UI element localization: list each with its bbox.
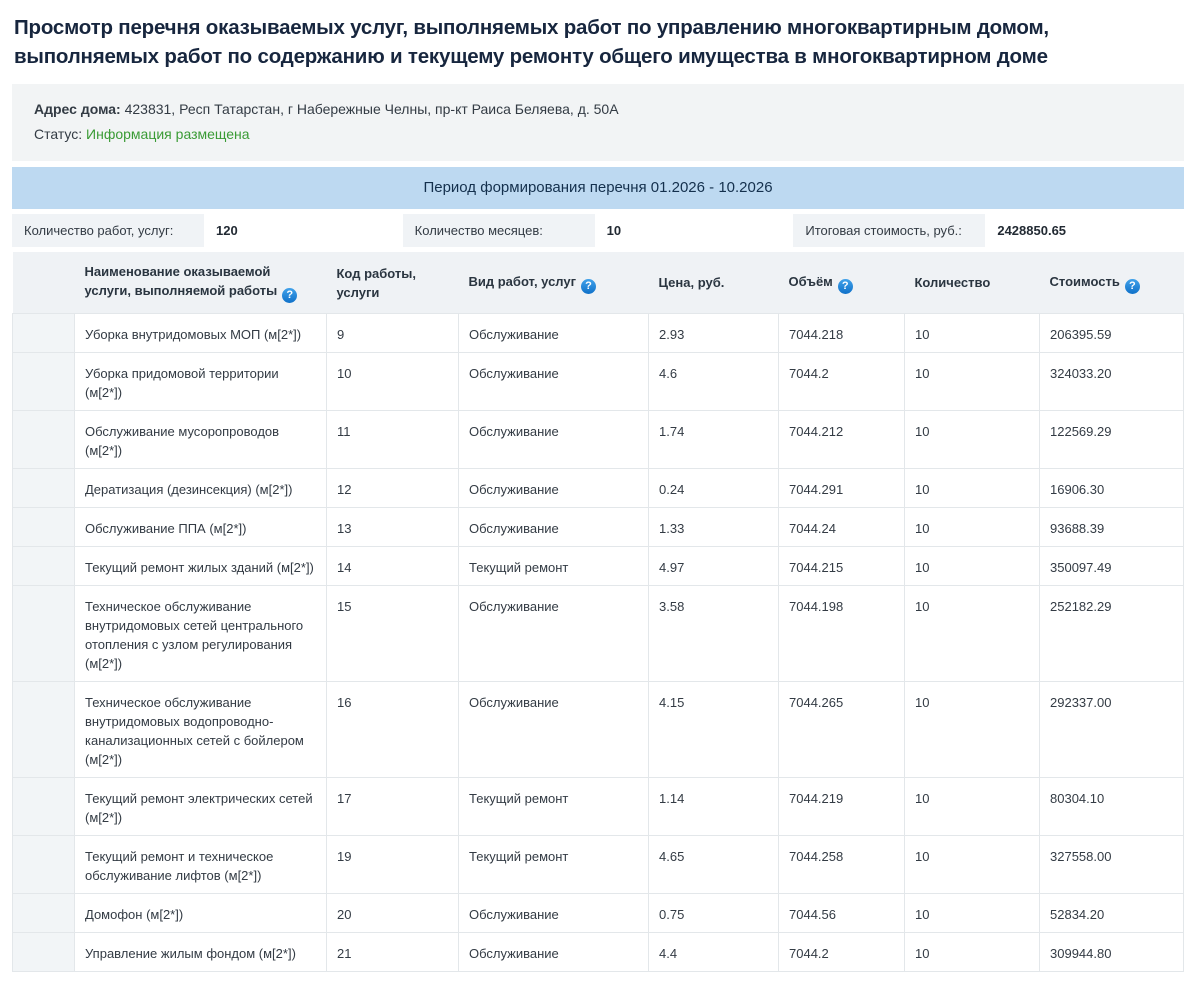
service-name-cell: Обслуживание мусоропроводов (м[2*]) — [75, 411, 327, 469]
price-cell: 1.33 — [649, 508, 779, 547]
table-row — [13, 836, 1184, 894]
volume-cell: 7044.2 — [779, 353, 905, 411]
service-name-cell: Текущий ремонт и техническое обслуживание лифтов (м[2*]) — [75, 836, 327, 894]
quantity-cell: 10 — [905, 314, 1040, 353]
row-select-cell — [13, 508, 75, 547]
price-cell: 0.24 — [649, 469, 779, 508]
services-table — [12, 252, 1184, 972]
volume-cell: 7044.291 — [779, 469, 905, 508]
column-header-4 — [649, 252, 779, 314]
row-select-cell — [13, 353, 75, 411]
code-cell: 13 — [327, 508, 459, 547]
row-select-cell — [13, 682, 75, 778]
service-name-cell: Домофон (м[2*]) — [75, 894, 327, 933]
cost-cell: 16906.30 — [1040, 469, 1184, 508]
price-cell: 0.75 — [649, 894, 779, 933]
column-header-label: Цена, руб. — [658, 275, 725, 290]
volume-cell: 7044.212 — [779, 411, 905, 469]
page-title-line-1: Просмотр перечня оказываемых услуг, выполняемых работ по управлению многоквартирным домом, — [14, 16, 1049, 39]
table-row — [13, 586, 1184, 682]
type-cell: Текущий ремонт — [459, 836, 649, 894]
code-cell: 10 — [327, 353, 459, 411]
help-icon[interactable]: ? — [1125, 279, 1140, 294]
price-cell: 4.4 — [649, 933, 779, 972]
volume-cell: 7044.24 — [779, 508, 905, 547]
table-row — [13, 508, 1184, 547]
row-select-cell — [13, 314, 75, 353]
page — [0, 13, 1196, 992]
house-info-panel — [12, 84, 1184, 161]
service-name-cell: Текущий ремонт электрических сетей (м[2*]) — [75, 778, 327, 836]
table-row — [13, 469, 1184, 508]
price-cell: 4.6 — [649, 353, 779, 411]
volume-cell: 7044.218 — [779, 314, 905, 353]
volume-cell: 7044.258 — [779, 836, 905, 894]
service-name-cell: Уборка придомовой территории (м[2*]) — [75, 353, 327, 411]
quantity-cell: 10 — [905, 894, 1040, 933]
service-name-cell: Техническое обслуживание внутридомовых водопроводно-канализационных сетей с бойлером (м[2*]) — [75, 682, 327, 778]
summary-label: Количество месяцев: — [403, 214, 595, 247]
summary-pair-1 — [403, 214, 794, 247]
column-header-7 — [1040, 252, 1184, 314]
cost-cell: 309944.80 — [1040, 933, 1184, 972]
summary-value: 2428850.65 — [985, 214, 1184, 247]
cost-cell: 292337.00 — [1040, 682, 1184, 778]
table-row — [13, 353, 1184, 411]
quantity-cell: 10 — [905, 586, 1040, 682]
status-badge: Информация размещена — [86, 126, 250, 142]
table-row — [13, 547, 1184, 586]
page-title — [14, 13, 1182, 71]
status-line — [34, 122, 1162, 147]
type-cell: Обслуживание — [459, 682, 649, 778]
row-select-cell — [13, 547, 75, 586]
cost-cell: 327558.00 — [1040, 836, 1184, 894]
row-select-cell — [13, 778, 75, 836]
cost-cell: 80304.10 — [1040, 778, 1184, 836]
code-cell: 16 — [327, 682, 459, 778]
column-header-2 — [327, 252, 459, 314]
cost-cell: 206395.59 — [1040, 314, 1184, 353]
cost-cell: 52834.20 — [1040, 894, 1184, 933]
row-select-cell — [13, 586, 75, 682]
service-name-cell: Техническое обслуживание внутридомовых сетей центрального отопления с узлом регулирования (м[2*]) — [75, 586, 327, 682]
type-cell: Обслуживание — [459, 586, 649, 682]
address-label: Адрес дома: — [34, 101, 121, 117]
column-header-label: Количество — [914, 275, 991, 290]
code-cell: 12 — [327, 469, 459, 508]
volume-cell: 7044.2 — [779, 933, 905, 972]
table-row — [13, 682, 1184, 778]
quantity-cell: 10 — [905, 682, 1040, 778]
type-cell: Обслуживание — [459, 469, 649, 508]
type-cell: Обслуживание — [459, 508, 649, 547]
cost-cell: 350097.49 — [1040, 547, 1184, 586]
column-header-label: Объём — [788, 273, 833, 289]
row-select-cell — [13, 894, 75, 933]
table-row — [13, 314, 1184, 353]
type-cell: Обслуживание — [459, 353, 649, 411]
quantity-cell: 10 — [905, 353, 1040, 411]
code-cell: 11 — [327, 411, 459, 469]
volume-cell: 7044.219 — [779, 778, 905, 836]
code-cell: 9 — [327, 314, 459, 353]
row-select-cell — [13, 836, 75, 894]
code-cell: 19 — [327, 836, 459, 894]
quantity-cell: 10 — [905, 547, 1040, 586]
quantity-cell: 10 — [905, 933, 1040, 972]
code-cell: 21 — [327, 933, 459, 972]
type-cell: Обслуживание — [459, 314, 649, 353]
price-cell: 2.93 — [649, 314, 779, 353]
quantity-cell: 10 — [905, 411, 1040, 469]
column-header-5 — [779, 252, 905, 314]
type-cell: Обслуживание — [459, 411, 649, 469]
column-header-label: Вид работ, услуг — [468, 273, 577, 289]
service-name-cell: Уборка внутридомовых МОП (м[2*]) — [75, 314, 327, 353]
code-cell: 17 — [327, 778, 459, 836]
column-header-label: Наименование оказываемой услуги, выполняемой работы — [84, 264, 278, 298]
price-cell: 3.58 — [649, 586, 779, 682]
column-header-0 — [13, 252, 75, 314]
cost-cell: 122569.29 — [1040, 411, 1184, 469]
summary-value: 120 — [204, 214, 403, 247]
summary-pair-2 — [793, 214, 1184, 247]
service-table-body — [13, 314, 1184, 972]
column-header-1 — [75, 252, 327, 314]
type-cell: Текущий ремонт — [459, 778, 649, 836]
row-select-cell — [13, 933, 75, 972]
cost-cell: 252182.29 — [1040, 586, 1184, 682]
quantity-cell: 10 — [905, 836, 1040, 894]
quantity-cell: 10 — [905, 508, 1040, 547]
table-row — [13, 778, 1184, 836]
summary-value: 10 — [595, 214, 794, 247]
volume-cell: 7044.56 — [779, 894, 905, 933]
row-select-cell — [13, 411, 75, 469]
service-name-cell: Дератизация (дезинсекция) (м[2*]) — [75, 469, 327, 508]
price-cell: 1.74 — [649, 411, 779, 469]
code-cell: 14 — [327, 547, 459, 586]
service-name-cell: Текущий ремонт жилых зданий (м[2*]) — [75, 547, 327, 586]
table-row — [13, 933, 1184, 972]
address-line — [34, 97, 1162, 122]
column-header-label: Код работы, услуги — [336, 265, 416, 300]
summary-pair-0 — [12, 214, 403, 247]
row-select-cell — [13, 469, 75, 508]
summary-label: Итоговая стоимость, руб.: — [793, 214, 985, 247]
column-header-label: Стоимость — [1049, 273, 1120, 289]
service-name-cell: Управление жилым фондом (м[2*]) — [75, 933, 327, 972]
cost-cell: 324033.20 — [1040, 353, 1184, 411]
volume-cell: 7044.198 — [779, 586, 905, 682]
quantity-cell: 10 — [905, 778, 1040, 836]
column-header-6 — [905, 252, 1040, 314]
type-cell: Обслуживание — [459, 894, 649, 933]
price-cell: 4.65 — [649, 836, 779, 894]
table-row — [13, 894, 1184, 933]
service-name-cell: Обслуживание ППА (м[2*]) — [75, 508, 327, 547]
volume-cell: 7044.215 — [779, 547, 905, 586]
help-icon[interactable]: ? — [282, 288, 297, 303]
summary-label: Количество работ, услуг: — [12, 214, 204, 247]
type-cell: Обслуживание — [459, 933, 649, 972]
table-header-row — [13, 252, 1184, 314]
price-cell: 4.15 — [649, 682, 779, 778]
summary-row — [12, 214, 1184, 247]
help-icon[interactable]: ? — [581, 279, 596, 294]
page-title-line-2: выполняемых работ по содержанию и текущему ремонту общего имущества в многоквартирном доме — [14, 45, 1048, 68]
period-band: Период формирования перечня 01.2026 - 10.2026 — [12, 167, 1184, 209]
cost-cell: 93688.39 — [1040, 508, 1184, 547]
price-cell: 1.14 — [649, 778, 779, 836]
code-cell: 15 — [327, 586, 459, 682]
code-cell: 20 — [327, 894, 459, 933]
column-header-3 — [459, 252, 649, 314]
help-icon[interactable]: ? — [838, 279, 853, 294]
price-cell: 4.97 — [649, 547, 779, 586]
volume-cell: 7044.265 — [779, 682, 905, 778]
type-cell: Текущий ремонт — [459, 547, 649, 586]
table-row — [13, 411, 1184, 469]
status-label: Статус: — [34, 126, 83, 142]
address-value: 423831, Респ Татарстан, г Набережные Челны, пр-кт Раиса Беляева, д. 50А — [124, 101, 619, 117]
quantity-cell: 10 — [905, 469, 1040, 508]
